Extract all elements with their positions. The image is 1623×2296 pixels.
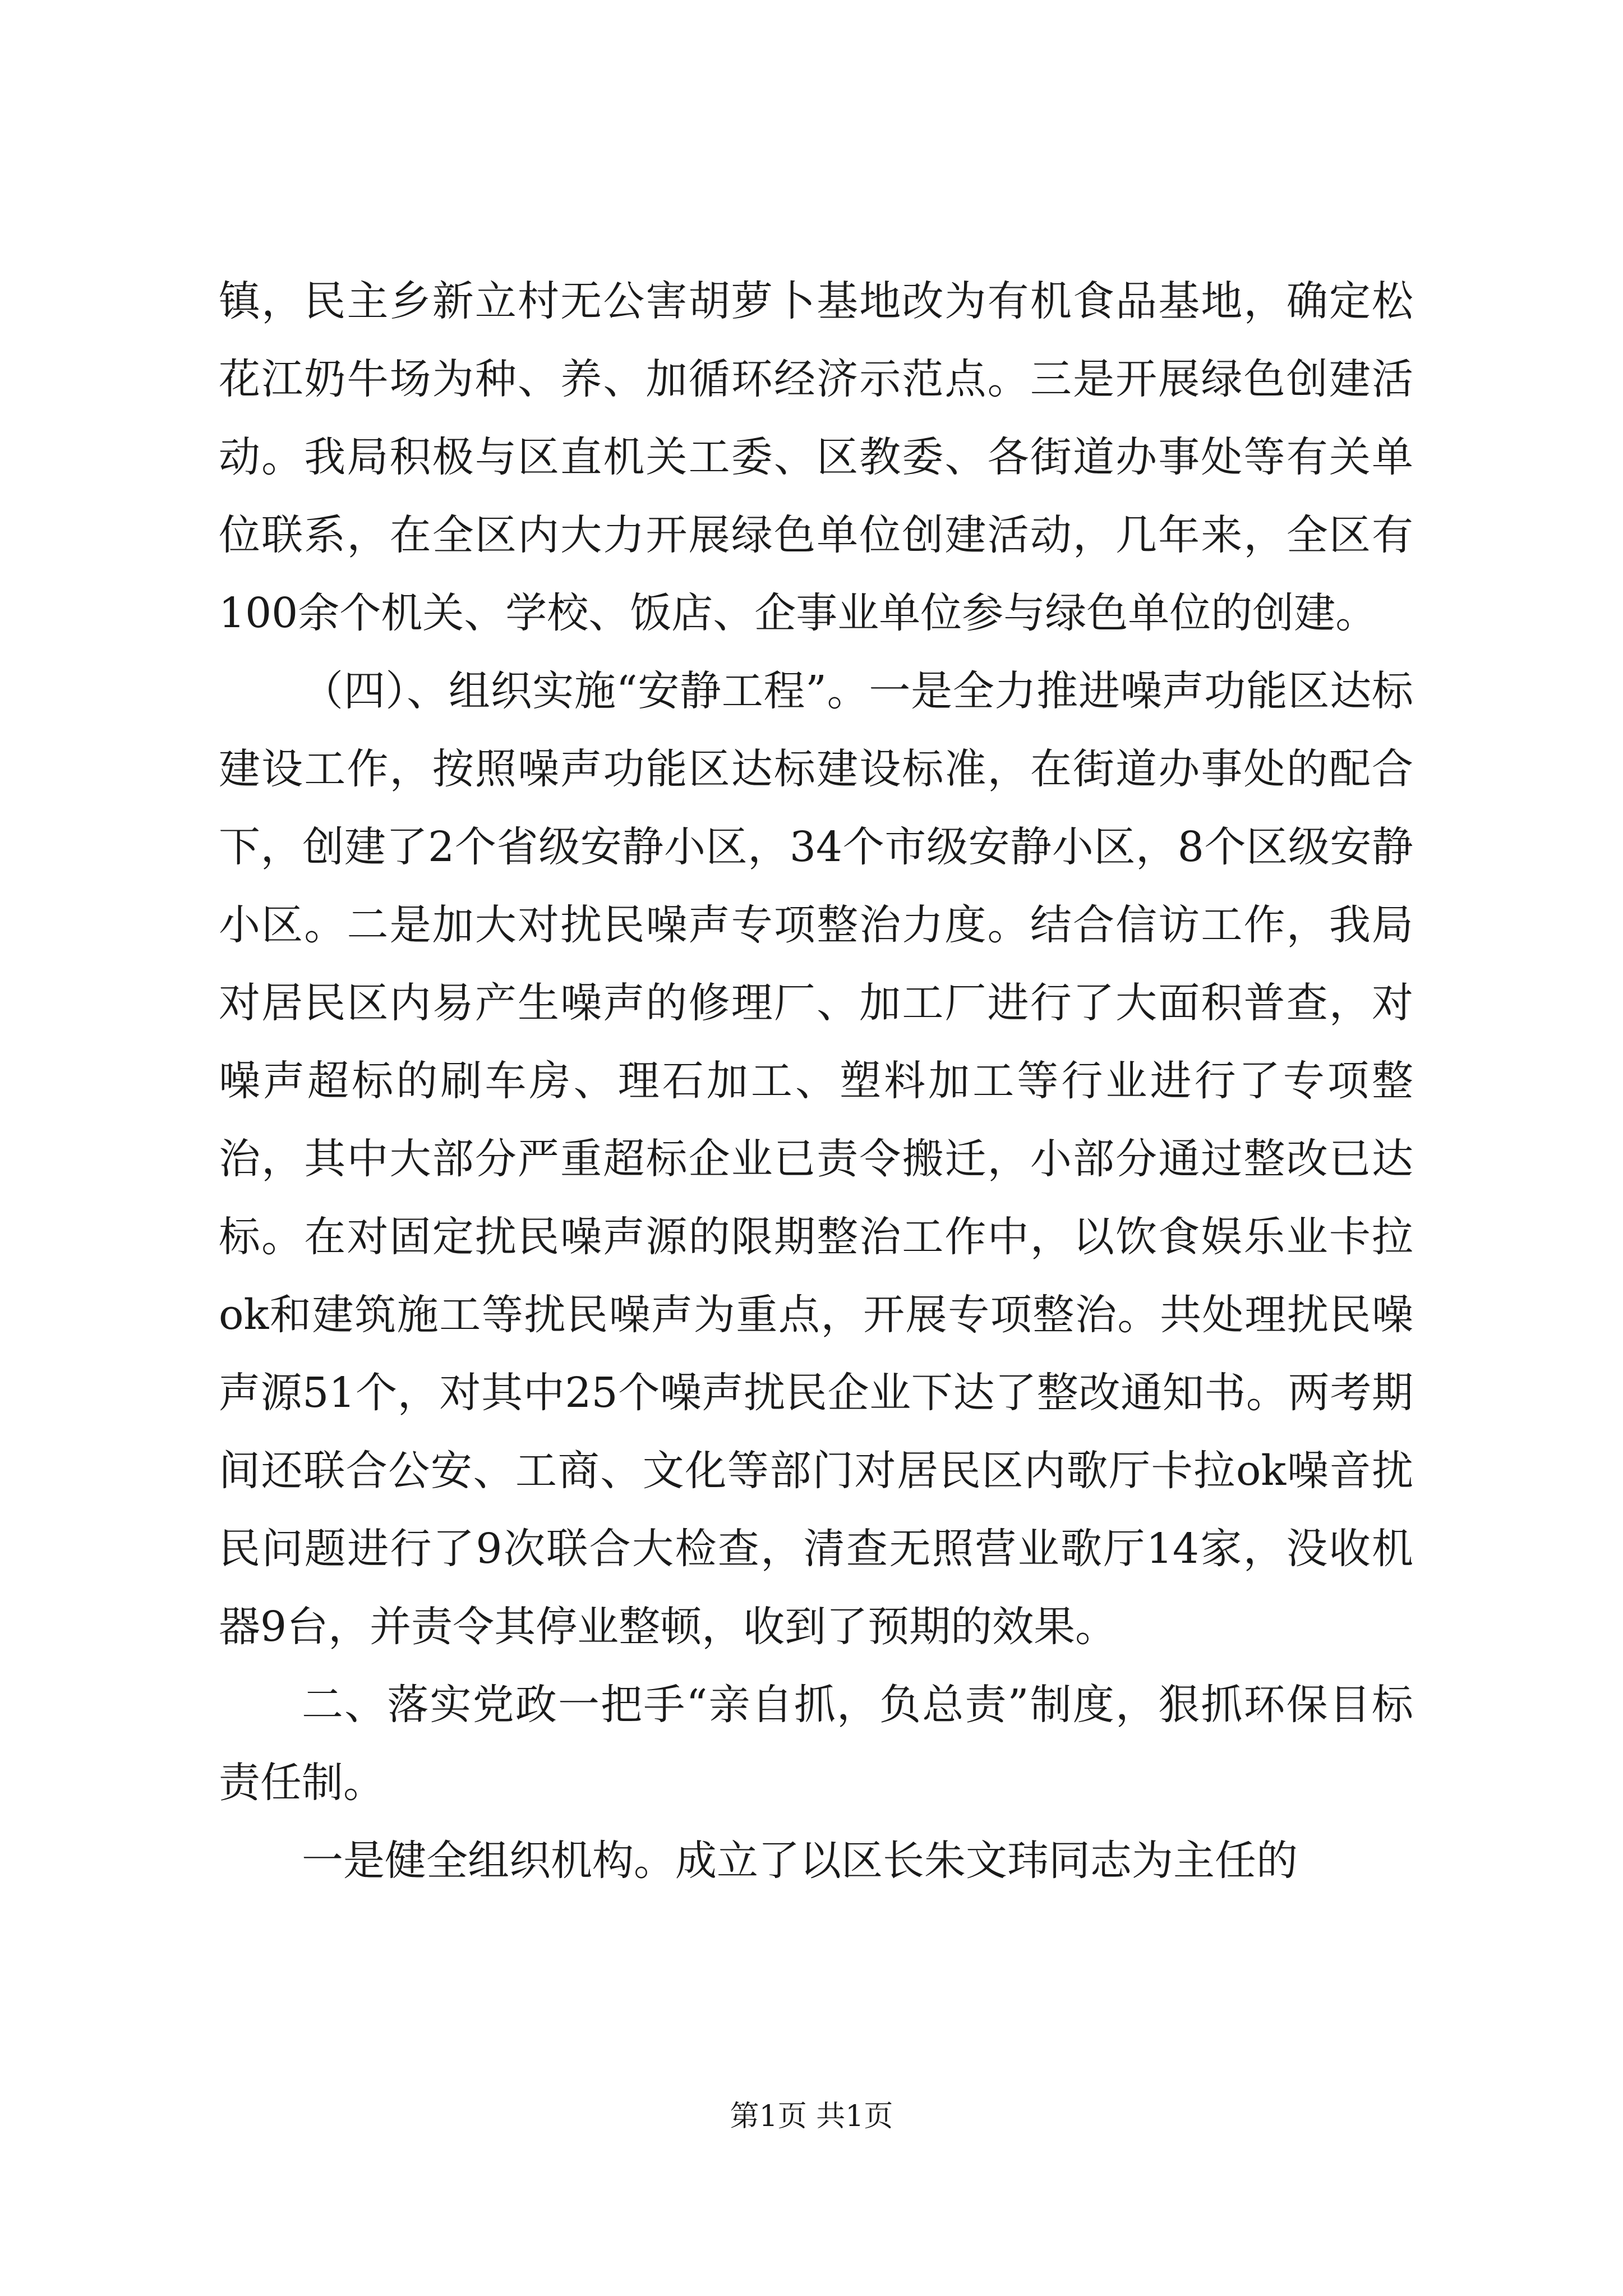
paragraph-4: 一是健全组织机构。成立了以区长朱文玮同志为主任的 [302, 1837, 1298, 1885]
page-number-footer: 第1页 共1页 [730, 2100, 893, 2133]
paragraph-2: （四）、组织实施“安静工程”。一是全力推进噪声功能区达标建设工作，按照噪声功能区达标建设标准，在街道办事处的配合下，创建了2个省级安静小区，34个市级安静小区，8个区级安静小区。二是加大对扰民噪声专项整治力度。结合信访工作，我局对居民区内易产生噪声的修理厂、加工厂进行了大面积普查，对噪声超标的刷车房、理石加工、塑料加工等行业进行了专项整治，其中大部分严重超标企业已责令搬迁，小部分通过整改已达标。在对固定扰民噪声源的限期整治工作中，以饮食娱乐业卡拉ok和建筑施工等扰民噪声为重点，开展专项整治。共处理扰民噪声源51个，对其中25个噪声扰民企业下达了整改通知书。两考期间还联合公安、工商、文化等部门对居民区内歌厅卡拉ok噪音扰民问题进行了9次联合大检查，清查无照营业歌厅14家，没收机器9台，并责令其停业整顿，收到了预期的效果。 [219, 667, 1413, 1651]
paragraph-1: 镇，民主乡新立村无公害胡萝卜基地改为有机食品基地，确定松花江奶牛场为种、养、加循环经济示范点。三是开展绿色创建活动。我局积极与区直机关工委、区教委、各街道办事处等有关单位联系，在全区内大力开展绿色单位创建活动，几年来，全区有100余个机关、学校、饭店、企事业单位参与绿色单位的创建。 [219, 277, 1413, 637]
paragraph-3: 二、落实党政一把手“亲自抓，负总责”制度，狠抓环保目标责任制。 [219, 1681, 1413, 1807]
document-body [219, 263, 1413, 1900]
